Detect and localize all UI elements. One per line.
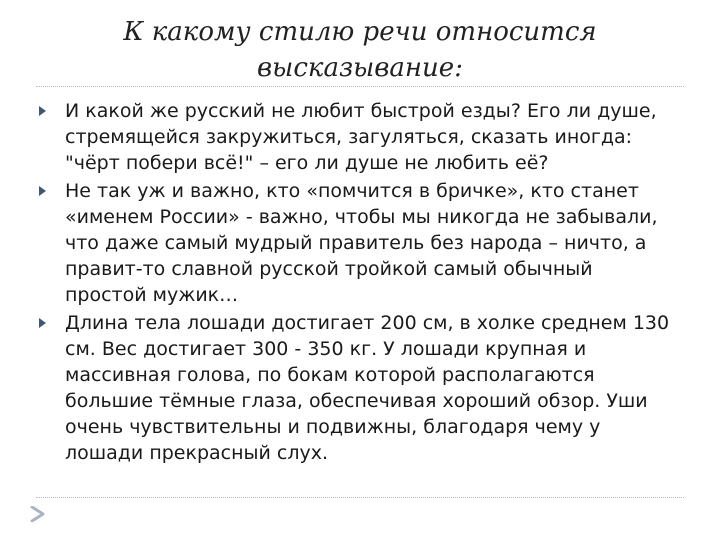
title-divider <box>36 86 684 87</box>
bullet-text: Длина тела лошади достигает 200 см, в холке среднем 130 см. Вес достигает 300 - 350 кг. У лошади крупная и массивная голова, по бокам которой располагаются большие тёмные глаза, обеспечивая хороший обзор. Уши очень чувствительны и подвижны, благодаря чему у лошади прекрасный слух. <box>65 312 670 464</box>
bottom-divider <box>36 497 684 498</box>
bullet-text: Не так уж и важно, кто «помчится в бричке», кто станет «именем России» - важно, чтобы мы никогда не забывали, что даже самый мудрый правитель без народа – ничто, а правит-то славной русской тройкой самый обычный простой мужик… <box>65 180 658 306</box>
slide-title <box>60 14 660 86</box>
bullet-item <box>36 98 676 176</box>
nav-arrow-icon[interactable] <box>30 506 46 522</box>
title-line-1: К какому стилю речи относится <box>123 17 597 47</box>
bullet-list <box>36 98 676 466</box>
title-line-2: высказывание: <box>257 53 463 83</box>
triangle-bullet-icon <box>39 318 46 328</box>
triangle-bullet-icon <box>39 106 46 116</box>
bullet-text: И какой же русский не любит быстрой езды? Его ли душе, стремящейся закружиться, загуляться, сказать иногда: "чёрт побери всё!" – его ли душе не любить её? <box>65 100 657 174</box>
triangle-bullet-icon <box>39 186 46 196</box>
bullet-item <box>36 178 676 308</box>
bullet-item <box>36 310 676 466</box>
